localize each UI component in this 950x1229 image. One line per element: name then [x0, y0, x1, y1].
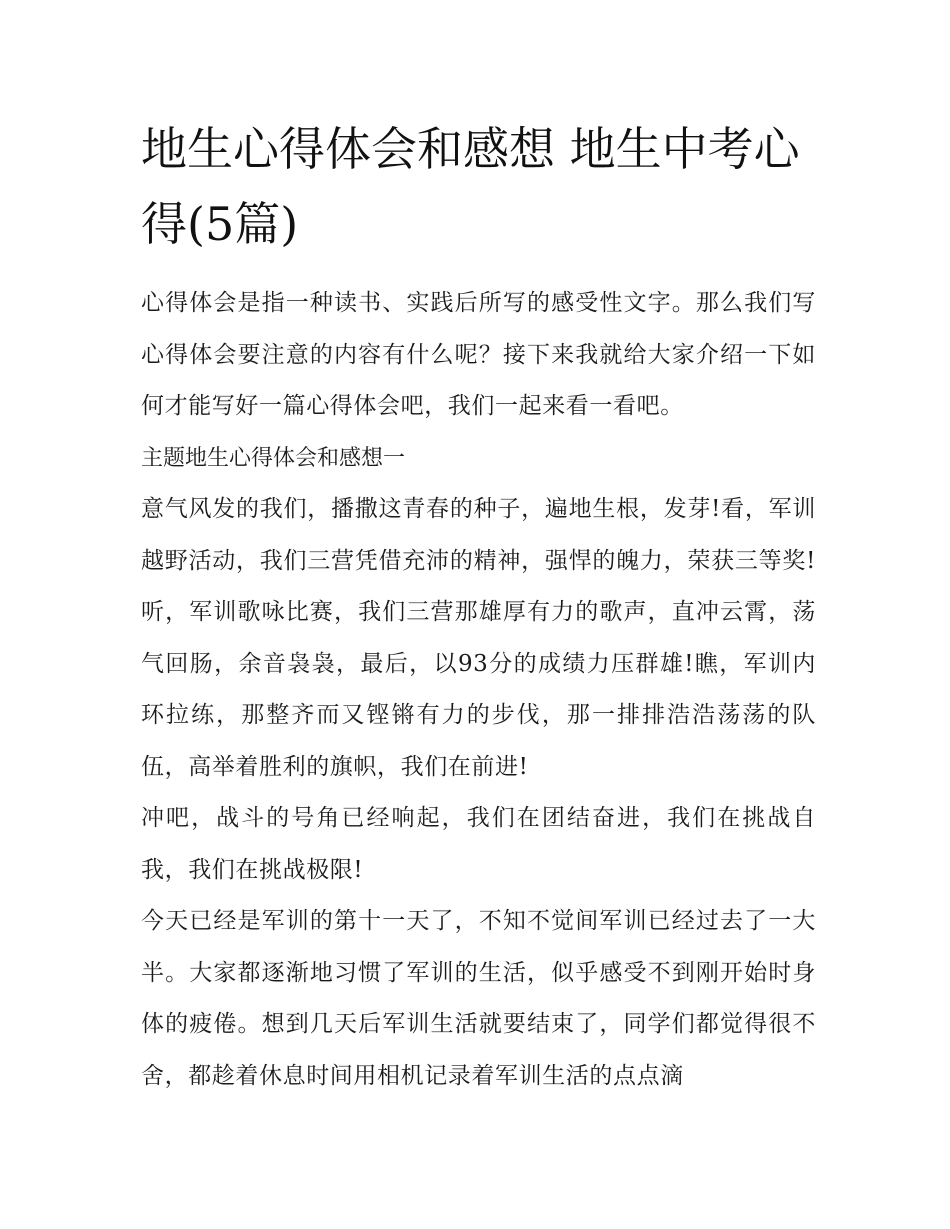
document-title: 地生心得体会和感想 地生中考心得(5篇)	[141, 122, 800, 251]
body-paragraph-3: 今天已经是军训的第十一天了，不知不觉间军训已经过去了一大半。大家都逐渐地习惯了军训的生活，似乎感受不到刚开始时身体的疲倦。想到几天后军训生活就要结束了，同学们都觉得很不舍，都趁着休息时间用相机记录着军训生活的点点滴	[141, 908, 816, 1089]
section-heading: 主题地生心得体会和感想一	[141, 445, 406, 471]
body-paragraph-2: 冲吧，战斗的号角已经响起，我们在团结奋进，我们在挑战自我，我们在挑战极限!	[141, 805, 816, 883]
document-content	[141, 112, 816, 1102]
intro-paragraph: 心得体会是指一种读书、实践后所写的感受性文字。那么我们写心得体会要注意的内容有什么呢？接下来我就给大家介绍一下如何才能写好一篇心得体会吧，我们一起来看一看吧。	[141, 290, 816, 419]
body-paragraph-1: 意气风发的我们，播撒这青春的种子，遍地生根，发芽!看，军训越野活动，我们三营凭借充沛的精神，强悍的魄力，荣获三等奖!听，军训歌咏比赛，我们三营那雄厚有力的歌声，直冲云霄，荡气回肠，余音袅袅，最后，以93分的成绩力压群雄!瞧，军训内环拉练，那整齐而又铿锵有力的步伐，那一排排浩浩荡荡的队伍，高举着胜利的旗帜，我们在前进!	[141, 496, 816, 780]
